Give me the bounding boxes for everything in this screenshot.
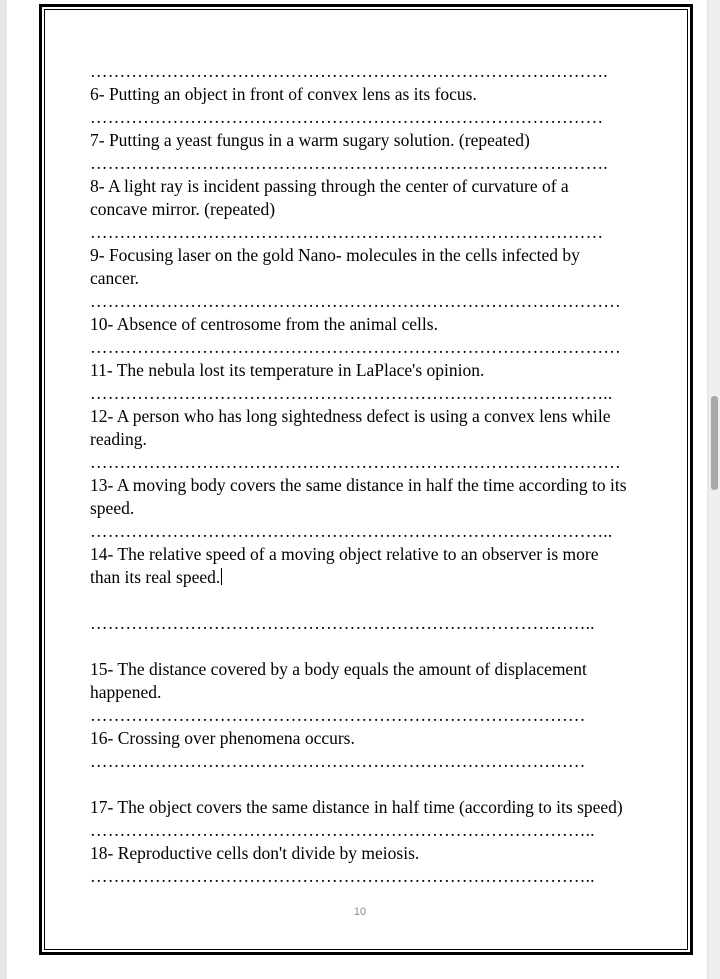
answer-line: …………………………………………………………………………….. — [90, 521, 613, 541]
vertical-scrollbar[interactable] — [709, 0, 720, 979]
answer-line: ……………………………………………………………………………… — [90, 291, 621, 311]
answer-line: …………………………………………………………………………… — [90, 107, 604, 127]
answer-line: ……………………………………………………………………………. — [90, 153, 608, 173]
answer-line: ……………………………………………………………………………… — [90, 452, 621, 472]
question-12: 12- A person who has long sightedness defect is using a convex lens while reading. — [90, 406, 611, 449]
scrollbar-thumb[interactable] — [711, 396, 718, 490]
question-14-text: 14- The relative speed of a moving object relative to an observer is more than its real speed. — [90, 544, 599, 587]
question-16: 16- Crossing over phenomena occurs. — [90, 728, 355, 748]
question-9: 9- Focusing laser on the gold Nano- molecules in the cells infected by cancer. — [90, 245, 580, 288]
answer-line: ……………………………………………………………………………… — [90, 337, 621, 357]
question-13: 13- A moving body covers the same distance in half the time according to its speed. — [90, 475, 627, 518]
answer-line: …………………………………………………………………………….. — [90, 383, 613, 403]
question-8: 8- A light ray is incident passing through the center of curvature of a concave mirror. (repeated) — [90, 176, 569, 219]
blank-line — [90, 635, 630, 658]
text-cursor — [221, 568, 222, 585]
page-number: 10 — [353, 906, 367, 918]
blank-line — [90, 773, 630, 796]
answer-line: …………………………………………………………………………… — [90, 222, 604, 242]
answer-line: ………………………………………………………………………….. — [90, 613, 595, 633]
blank-line — [90, 589, 630, 612]
question-10: 10- Absence of centrosome from the animal cells. — [90, 314, 438, 334]
question-17: 17- The object covers the same distance in half time (according to its speed) — [90, 797, 623, 817]
question-18: 18- Reproductive cells don't divide by meiosis. — [90, 843, 420, 863]
document-body[interactable] — [90, 60, 630, 888]
answer-line: ………………………………………………………………………… — [90, 705, 586, 725]
answer-line: ………………………………………………………………………….. — [90, 820, 595, 840]
answer-line: ………………………………………………………………………….. — [90, 866, 595, 886]
question-6: 6- Putting an object in front of convex lens as its focus. — [90, 84, 477, 104]
question-11: 11- The nebula lost its temperature in LaPlace's opinion. — [90, 360, 485, 380]
answer-line: ………………………………………………………………………… — [90, 751, 586, 771]
answer-line: ……………………………………………………………………………. — [90, 61, 608, 81]
question-7: 7- Putting a yeast fungus in a warm sugary solution. (repeated) — [90, 130, 530, 150]
question-14 — [90, 543, 630, 589]
question-15: 15- The distance covered by a body equals the amount of displacement happened. — [90, 659, 587, 702]
